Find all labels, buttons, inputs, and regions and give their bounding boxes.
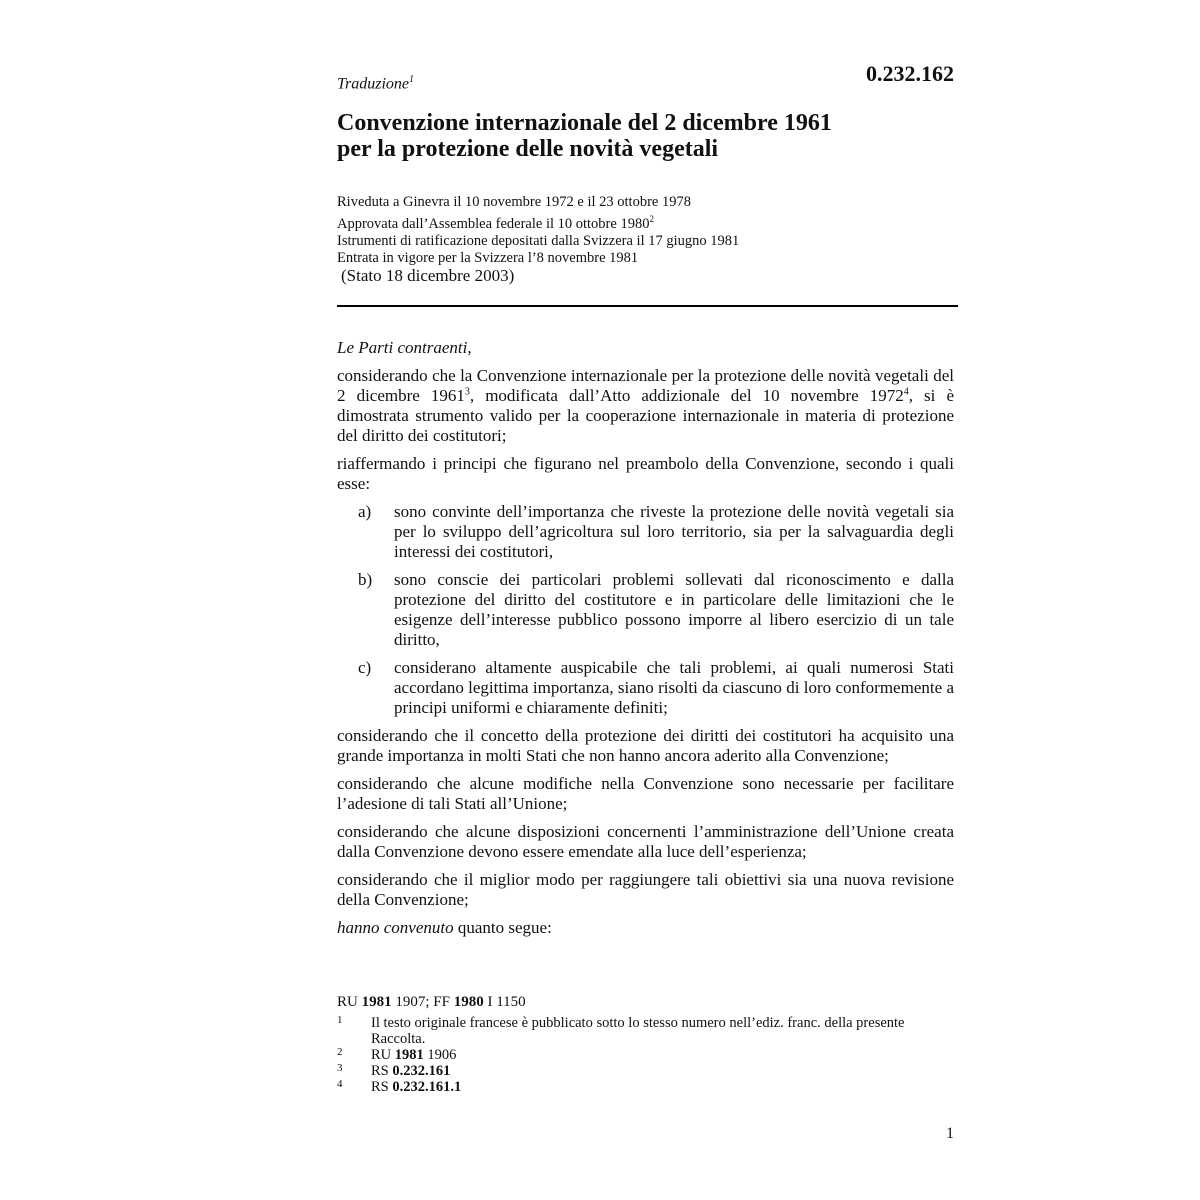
document-metadata [337,194,739,267]
header-divider [337,305,958,307]
footnote-3: 3 RS 0.232.161 [337,1062,451,1079]
meta-approved: Approvata dall’Assemblea federale il 10 ottobre 1980$^2$ [337,214,654,232]
footnote-ref-4: 4 [903,386,909,398]
translation-label: Traduzione$^1$ [337,74,415,93]
list-item-text: considerano altamente auspicabile che tali problemi, ai quali numerosi Stati accordano legittima importanza, siano risolti da ciascuno di loro conformemente a principi uniformi e chiaramente definiti; [394,658,954,717]
list-item [337,570,954,650]
list-item [337,658,954,718]
preamble [337,338,954,946]
preamble-closing: hanno convenuto quanto segue: [337,918,552,937]
footnote-ref-3: 3 [464,386,470,398]
list-item-label: b) [358,570,373,589]
footnote-1: 1 Il testo originale francese è pubblicato sotto lo stesso numero nell’ediz. franc. della presente Raccolta. [337,1014,905,1047]
list-item-label: a) [358,502,372,521]
preamble-list [337,502,954,718]
preamble-paragraph-2: riaffermando i principi che figurano nel preambolo della Convenzione, secondo i quali esse: [337,454,954,493]
document-title [337,110,832,162]
preamble-paragraph-6: considerando che il miglior modo per raggiungere tali obiettivi sia una nuova revisione della Convenzione; [337,870,954,909]
list-item-text: sono conscie dei particolari problemi sollevati dal riconoscimento e dalla protezione del diritto del costitutore e in particolare delle limitazioni che le esigenze dell’interesse pubblico possono imporre al libero esercizio di un tale diritto, [394,570,954,649]
footnote-4: 4 RS 0.232.161.1 [337,1078,462,1095]
preamble-paragraph-5: considerando che alcune disposizioni concernenti l’amministrazione dell’Unione creata dalla Convenzione devono essere emendate alla luce dell’esperienza; [337,822,954,861]
footnotes [337,1015,937,1095]
list-item-label: c) [358,658,372,677]
preamble-paragraph-1: considerando che la Convenzione internazionale per la protezione delle novità vegetali del 2 dicembre 1961$^3$, modificata dall’Atto addizionale del 10 novembre 1972$^4$, si è dimostrata strumento valido per la cooperazione internazionale in materia di protezione del diritto dei costitutori; [337,366,954,445]
status-date: (Stato 18 dicembre 2003) [341,266,515,285]
title-line-2: per la protezione delle novità vegetali [337,136,719,162]
document-number: 0.232.162 [866,61,954,86]
meta-ratification: Istrumenti di ratificazione depositati dalla Svizzera il 17 giugno 1981 [337,232,740,249]
footnote-2: 2 RU 1981 1906 [337,1046,457,1063]
preamble-paragraph-3: considerando che il concetto della protezione dei diritti dei costitutori ha acquisito una grande importanza in molti Stati che non hanno ancora aderito alla Convenzione; [337,726,954,765]
preamble-paragraph-4: considerando che alcune modifiche nella Convenzione sono necessarie per facilitare l’adesione di tali Stati all’Unione; [337,774,954,813]
meta-in-force: Entrata in vigore per la Svizzera l’8 novembre 1981 [337,249,639,266]
list-item-text: sono convinte dell’importanza che riveste la protezione delle novità vegetali sia per lo sviluppo dell’agricoltura sul loro territorio, sia per la salvaguardia degli interessi dei costitutori, [394,502,954,561]
list-item [337,502,954,562]
meta-revised: Riveduta a Ginevra il 10 novembre 1972 e il 23 ottobre 1978 [337,194,691,210]
title-line-1: Convenzione internazionale del 2 dicembre 1961 [337,110,832,136]
official-references: RU 1981 1907; FF 1980 I 1150 [337,994,526,1010]
footnote-ref-1: 1 [409,74,415,85]
preamble-intro: Le Parti contraenti, [337,338,472,357]
page-number: 1 [946,1125,954,1142]
footnote-ref-2: 2 [649,214,654,224]
